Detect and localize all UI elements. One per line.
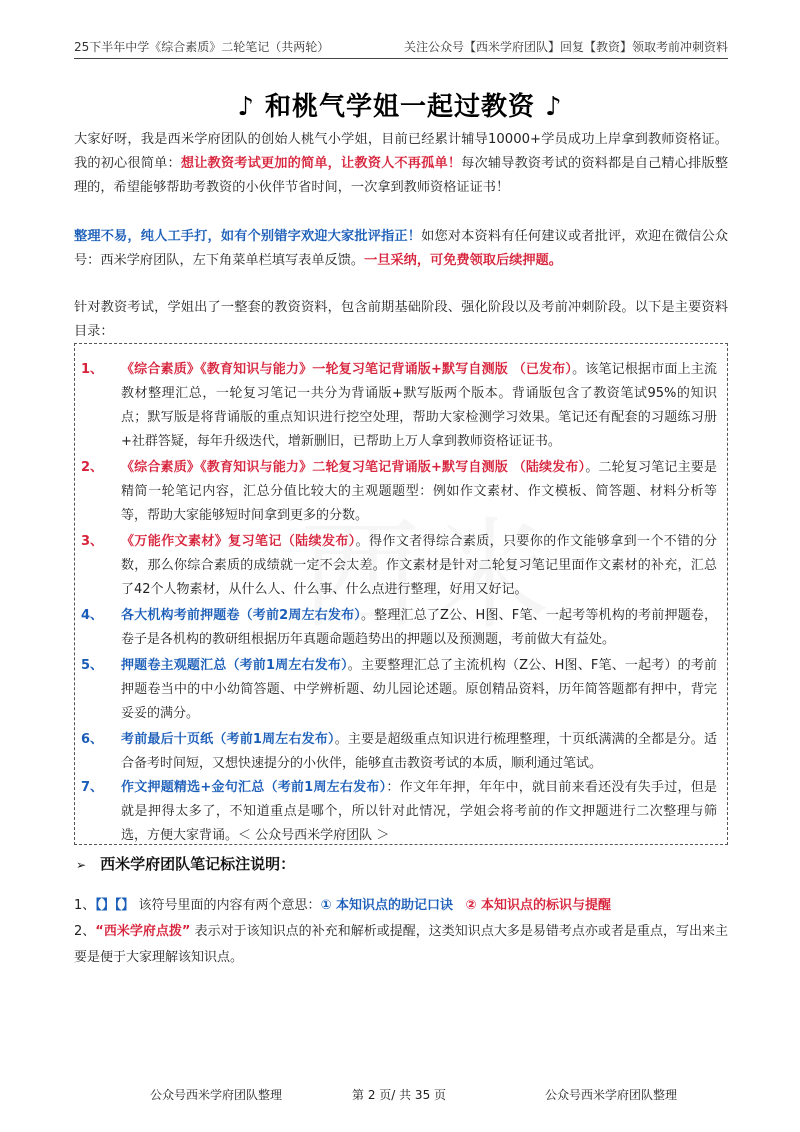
catalog-item-desc: ：作文年年押，年年中，就目前来看还没有失手过，但是就是押得太多了，不知道重点是哪个，所以针对此情况，学姐会将考前的作文押题进行二次整理与筛选，方便大家背诵。＜ 公众号西米学府团队 ＞ <box>121 780 717 843</box>
page-header <box>74 36 728 59</box>
page-title: ♪ 和桃气学姐一起过教资 ♪ <box>237 92 563 122</box>
catalog-item <box>81 604 717 652</box>
intro-paragraph-3: 针对教资考试，学姐出了一整套的教资资料，包含前期基础阶段、强化阶段以及考前冲刺阶段。以下是主要资料目录： <box>74 300 728 339</box>
catalog-item-desc: 。主要整理汇总了主流机构（Z公、H图、F笔、一起考）的考前押题卷当中的中小幼简答题、中学辨析题、幼儿园论述题。原创精品资料，历年简答题都有押中，背完妥妥的满分。 <box>121 658 717 721</box>
catalog-item-number: 3、 <box>81 534 104 549</box>
feedback-reward: 一旦采纳，可免费领取后续押题。 <box>364 253 562 268</box>
arrow-bullet-icon: ➢ <box>76 858 87 872</box>
page-number: 第 2 页/ 共 35 页 <box>352 1088 447 1102</box>
catalog-item-title: 作文押题精选+金句汇总（考前1周左右发布） <box>121 780 387 795</box>
note-text: 该符号里面的内容有两个意思： <box>138 898 321 913</box>
catalog-item-desc: 。得作文者得综合素质，只要你的作文能够拿到一个不错的分数，那么你综合素质的成绩就一定不会太差。作文素材是针对二轮复习笔记里面作文素材的补充，汇总了42个人物素材，从什么人、什么事、什么点进行整理，好用又好记。 <box>121 534 717 597</box>
catalog-item-number: 4、 <box>81 608 104 623</box>
catalog-item-desc: 。二轮复习笔记主要是精简一轮笔记内容，汇总分值比较大的主观题题型：例如作文素材、作文模板、简答题、材料分析等等，帮助大家能够短时间拿到更多的分数。 <box>121 460 717 523</box>
catalog-item-title: 《综合素质》《教育知识与能力》二轮复习笔记背诵版+默写自测版 （陆续发布） <box>121 460 586 475</box>
intro-highlight: 想让教资考试更加的简单，让教资人不再孤单！ <box>180 156 462 171</box>
intro-paragraph-1 <box>74 128 728 200</box>
note-1 <box>74 893 728 919</box>
catalog-item-desc: 。整理汇总了Z公、H图、F笔、一起考等机构的考前押题卷，卷子是各机构的教研组根据历年真题命题趋势出的押题以及预测题，考前做大有益处。 <box>121 608 717 647</box>
catalog-box <box>74 343 728 845</box>
note-option-2: ② 本知识点的标识与提醒 <box>465 898 611 913</box>
note-2 <box>74 919 728 971</box>
note-number: 2、 <box>74 924 96 939</box>
footer-right: 公众号西米学府团队整理 <box>545 1088 678 1102</box>
catalog-item <box>81 456 717 528</box>
section-heading <box>76 853 295 874</box>
catalog-item-title: 各大机构考前押题卷（考前2周左右发布） <box>121 608 361 623</box>
feedback-text: 如您对本资料有任何建议或者批评，欢迎在微信公众号：西米学府团队，左下角菜单栏填写表单反馈。 <box>74 229 729 268</box>
catalog-item <box>81 530 717 602</box>
header-left-text: 25下半年中学《综合素质》二轮笔记（共两轮） <box>74 40 330 54</box>
feedback-highlight: 整理不易，纯人工手打，如有个别错字欢迎大家批评指正！ <box>74 229 422 244</box>
catalog-item <box>81 654 717 726</box>
note-brackets: 【】【】 <box>95 898 135 913</box>
catalog-item-desc: 。主要是超级重点知识进行梳理整理，十页纸满满的全都是分。适合备考时间短，又想快速提分的小伙伴，能够直击教资考试的本质，顺利通过笔试。 <box>121 732 717 771</box>
intro-paragraph-2 <box>74 225 728 273</box>
note-quote: “西米学府点拨” <box>95 924 191 939</box>
note-option-1: ① 本知识点的助记口诀 <box>320 898 453 913</box>
catalog-item-title: 押题卷主观题汇总（考前1周左右发布） <box>121 658 348 673</box>
catalog-item-number: 7、 <box>81 780 104 795</box>
catalog-item <box>81 358 717 454</box>
header-right-text: 关注公众号【西米学府团队】回复【教资】领取考前冲刺资料 <box>403 40 728 54</box>
footer-left: 公众号西米学府团队整理 <box>150 1088 283 1102</box>
catalog-item-desc: 。该笔记根据市面上主流教材整理汇总，一轮复习笔记一共分为背诵版+默写版两个版本。背诵版包含了教资笔试95%的知识点；默写版是将背诵版的重点知识进行挖空处理，帮助大家检测学习效果。笔记还有配套的习题练习册+社群答疑，每年升级迭代，增新删旧，已帮助上万人拿到教师资格证证书。 <box>121 362 717 449</box>
catalog-item-number: 5、 <box>81 658 104 673</box>
intro-text: 大家好呀，我是西米学府团队的创始人桃气小学姐，目前已经累计辅导10000+学员成功上岸拿到教师资格证。我的初心很简单： <box>74 132 728 171</box>
catalog-item-number: 2、 <box>81 460 104 475</box>
section-title: 西米学府团队笔记标注说明： <box>100 855 296 873</box>
catalog-item <box>81 728 717 776</box>
catalog-item-number: 6、 <box>81 732 104 747</box>
catalog-item-title: 考前最后十页纸（考前1周左右发布） <box>121 732 335 747</box>
catalog-item <box>81 776 717 848</box>
note-number: 1、 <box>74 898 96 913</box>
intro-text-cont: 每次辅导教资考试的资料都是自己精心排版整理的，希望能够帮助考教资的小伙伴节省时间，一次拿到教师资格证证书！ <box>74 156 729 195</box>
catalog-item-title: 《万能作文素材》复习笔记（陆续发布） <box>121 534 356 549</box>
catalog-item-title: 《综合素质》《教育知识与能力》一轮复习笔记背诵版+默写自测版 （已发布） <box>121 362 573 377</box>
catalog-item-number: 1、 <box>81 362 104 377</box>
note-text: 表示对于该知识点的补充和解析或提醒，这类知识点大多是易错考点亦或者是重点，写出来主要是便于大家理解该知识点。 <box>74 924 728 965</box>
